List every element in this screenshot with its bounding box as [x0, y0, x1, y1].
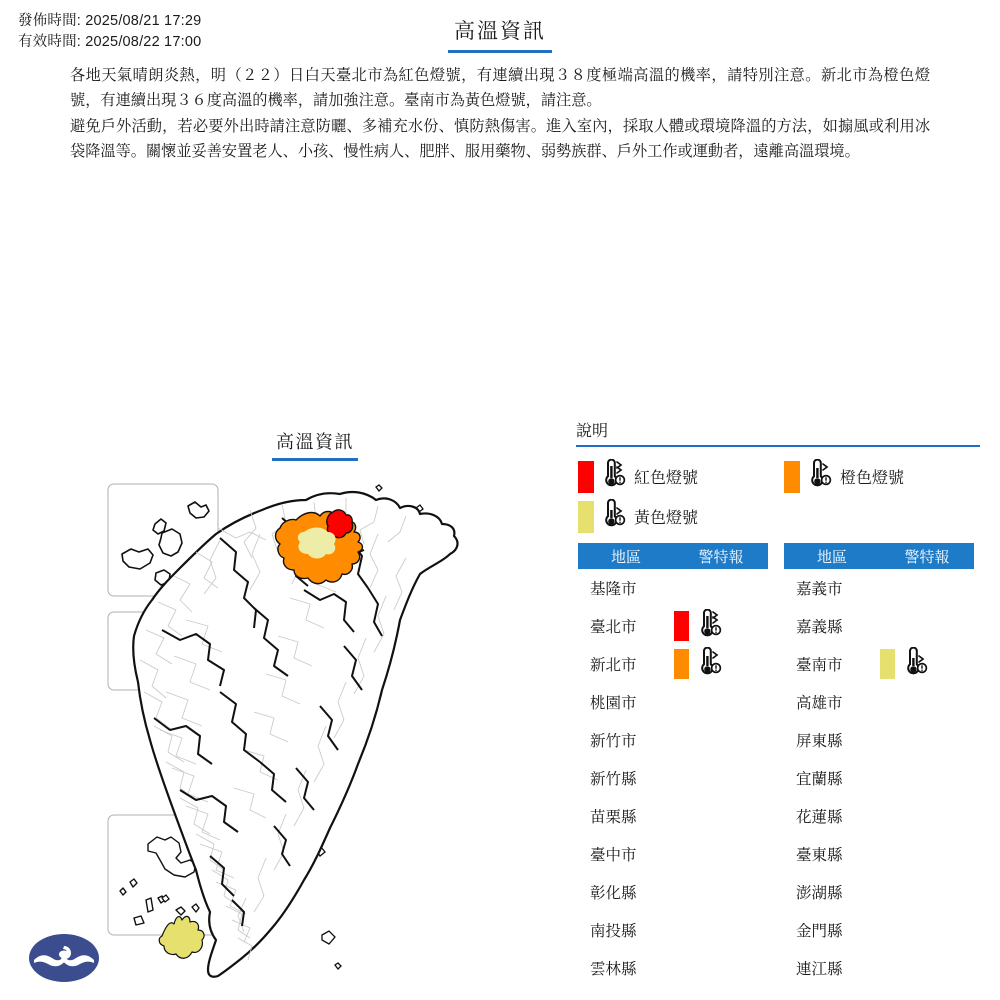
cwa-logo — [28, 930, 100, 986]
legend-label-orange: 橙色燈號 — [840, 470, 905, 487]
advisory-paragraph-1: 各地天氣晴朗炎熱，明（２２）日白天臺北市為紅色燈號，有連續出現３８度極端高溫的機率，請特別注意。新北市為橙色燈號，有連續出現３６度高溫的機率，請加強注意。臺南市為黃色燈號，請注意。 — [70, 67, 930, 109]
region-name: 彰化縣 — [590, 885, 637, 902]
legend-label-yellow: 黃色燈號 — [634, 510, 699, 527]
legend-swatch-yellow — [578, 501, 594, 533]
region-name: 臺中市 — [590, 847, 637, 864]
issue-time: 發佈時間: 2025/08/21 17:29 — [18, 13, 202, 29]
table-row — [784, 607, 974, 645]
legend-item-orange — [784, 459, 904, 494]
column-header-region: 地區 — [816, 548, 847, 566]
table-row — [578, 835, 768, 873]
table-row — [578, 721, 768, 759]
valid-time: 有效時間: 2025/08/22 17:00 — [18, 34, 202, 51]
region-name: 苗栗縣 — [590, 809, 637, 826]
thermometer-high-icon — [696, 647, 722, 682]
region-name: 高雄市 — [796, 695, 843, 712]
warning-legend — [576, 459, 980, 537]
region-name: 新竹縣 — [590, 771, 637, 788]
table-body-right — [784, 569, 974, 987]
region-name: 澎湖縣 — [796, 885, 843, 902]
region-name: 新竹市 — [590, 733, 637, 750]
table-row — [784, 797, 974, 835]
table-row — [578, 683, 768, 721]
map-title — [272, 428, 358, 461]
region-name: 花蓮縣 — [796, 809, 843, 826]
legend-label-red: 紅色燈號 — [634, 470, 699, 487]
table-row — [578, 645, 768, 683]
column-header-warning: 警特報 — [904, 548, 950, 566]
region-name: 臺東縣 — [796, 847, 843, 864]
table-row — [784, 683, 974, 721]
table-row — [578, 607, 768, 645]
table-row — [784, 873, 974, 911]
region-name: 屏東縣 — [796, 733, 843, 750]
warning-swatch — [880, 649, 895, 679]
page-title — [0, 15, 1000, 53]
legend-swatch-orange — [784, 461, 800, 493]
region-name: 南投縣 — [590, 923, 637, 940]
region-name: 臺北市 — [590, 619, 637, 636]
region-name: 金門縣 — [796, 923, 843, 940]
table-header-left — [578, 543, 768, 569]
table-row — [578, 569, 768, 607]
table-row — [578, 759, 768, 797]
table-row — [578, 873, 768, 911]
warning-cell — [674, 609, 768, 644]
table-row — [578, 949, 768, 987]
warning-cell — [674, 647, 768, 682]
column-header-region: 地區 — [610, 548, 641, 566]
table-row — [578, 911, 768, 949]
legend-and-table-panel — [576, 418, 980, 978]
region-name: 嘉義縣 — [796, 619, 843, 636]
warning-table-right — [784, 543, 974, 987]
legend-item-yellow — [578, 499, 698, 534]
thermometer-high-icon — [600, 459, 626, 494]
advisory-body — [70, 64, 930, 165]
warning-swatch — [674, 611, 689, 641]
thermometer-high-icon — [806, 459, 832, 494]
table-body-left — [578, 569, 768, 987]
advisory-paragraph-2: 避免戶外活動，若必要外出時請注意防曬、多補充水份、慎防熱傷害。進入室內，採取人體或環境降溫的方法，如搧風或利用冰袋降溫等。關懷並妥善安置老人、小孩、慢性病人、肥胖、服用藥物、弱勢族群、戶外工作或運動者，遠離高溫環境。 — [70, 118, 930, 160]
map-title-text: 高溫資訊 — [272, 428, 358, 461]
region-name: 雲林縣 — [590, 961, 637, 978]
region-name: 宜蘭縣 — [796, 771, 843, 788]
table-row — [784, 645, 974, 683]
table-row — [784, 835, 974, 873]
warning-table-left — [578, 543, 768, 987]
page-title-text: 高溫資訊 — [448, 15, 552, 53]
table-row — [784, 569, 974, 607]
thermometer-high-icon — [600, 499, 626, 534]
region-name: 嘉義市 — [796, 581, 843, 598]
warning-swatch — [674, 649, 689, 679]
legend-item-red — [578, 459, 698, 494]
thermometer-high-icon — [696, 609, 722, 644]
table-header-right — [784, 543, 974, 569]
panel-heading: 說明 — [576, 423, 609, 440]
column-header-warning: 警特報 — [698, 548, 744, 566]
table-row — [784, 911, 974, 949]
table-row — [784, 949, 974, 987]
panel-divider — [576, 445, 980, 447]
region-name: 臺南市 — [796, 657, 843, 674]
region-name: 桃園市 — [590, 695, 637, 712]
region-name: 基隆市 — [590, 581, 637, 598]
taiwan-warning-map — [100, 470, 550, 1000]
region-name: 新北市 — [590, 657, 637, 674]
table-row — [784, 759, 974, 797]
table-row — [784, 721, 974, 759]
table-row — [578, 797, 768, 835]
legend-swatch-red — [578, 461, 594, 493]
region-name: 連江縣 — [796, 961, 843, 978]
warning-cell — [880, 647, 974, 682]
thermometer-high-icon — [902, 647, 928, 682]
